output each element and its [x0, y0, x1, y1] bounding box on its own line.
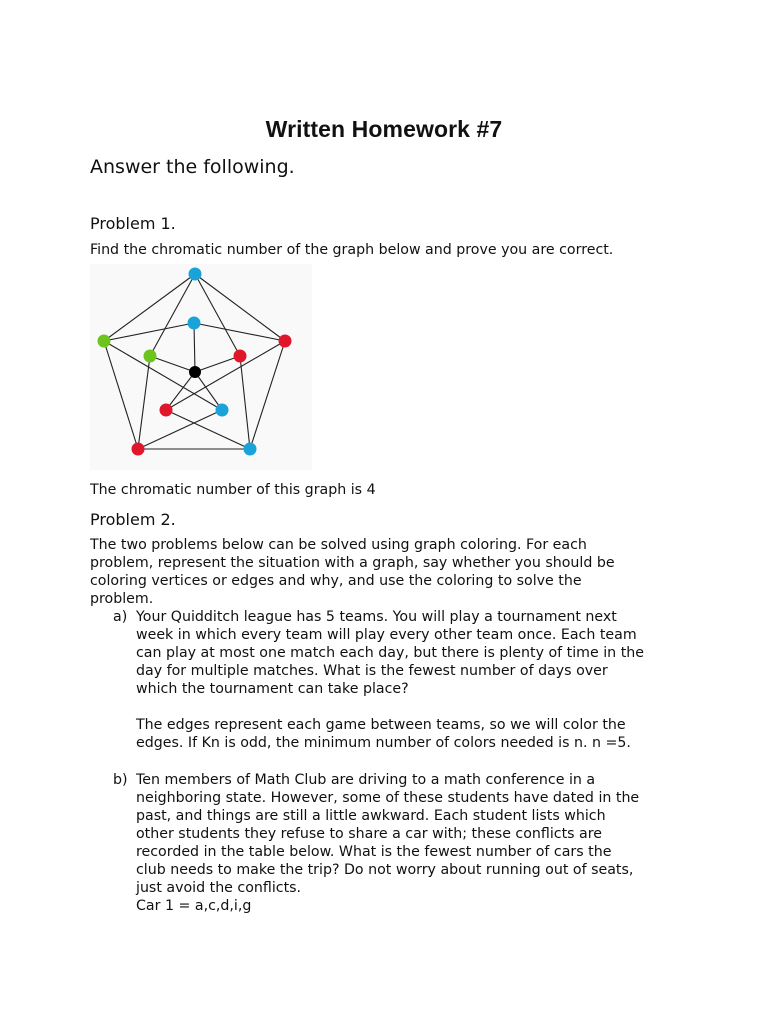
vertex-blue	[216, 404, 229, 417]
problem2-intro-line: problem, represent the situation with a graph, say whether you should be	[90, 555, 615, 571]
part-a-line: which the tournament can take place?	[136, 681, 409, 697]
edge	[138, 410, 222, 449]
vertex-blue	[189, 268, 202, 281]
part-b-line: other students they refuse to share a car with; these conflicts are	[136, 826, 602, 842]
edge	[150, 274, 195, 356]
petersen-graph	[90, 264, 312, 470]
part-b-line: just avoid the conflicts.	[136, 880, 302, 896]
problem1-answer	[90, 481, 376, 499]
edge	[104, 323, 194, 341]
problem1-prompt	[90, 241, 613, 259]
edge	[194, 323, 285, 341]
problem1-heading: Problem 1.	[90, 214, 176, 233]
problem2-intro-line: coloring vertices or edges and why, and use the coloring to solve the	[90, 573, 582, 589]
problem2-intro-line: problem.	[90, 591, 154, 607]
vertex-red	[234, 350, 247, 363]
edge	[194, 323, 195, 372]
vertex-red	[160, 404, 173, 417]
vertex-red	[132, 443, 145, 456]
part-b-answer-line: Car 1 = a,c,d,i,g	[136, 898, 252, 914]
problem2-intro-line: The two problems below can be solved using graph coloring. For each	[90, 537, 587, 553]
graph-figure	[90, 264, 312, 470]
problem2-intro	[90, 536, 615, 608]
edge	[104, 341, 138, 449]
vertex-blue	[188, 317, 201, 330]
document-subtitle: Answer the following.	[90, 156, 295, 178]
part-a-answer-line: The edges represent each game between teams, so we will color the	[136, 717, 626, 733]
part-b-body	[136, 771, 639, 915]
edge	[195, 274, 285, 341]
part-a-line: Your Quidditch league has 5 teams. You will play a tournament next	[136, 609, 617, 625]
edge	[166, 372, 195, 410]
edge	[250, 341, 285, 449]
problem1-prompt-text: Find the chromatic number of the graph below and prove you are correct.	[90, 242, 614, 258]
edge	[195, 274, 240, 356]
problem1-answer-text: The chromatic number of this graph is 4	[90, 482, 376, 498]
edge	[104, 341, 222, 410]
part-a-body	[136, 608, 644, 752]
part-b-label: b)	[113, 772, 128, 788]
part-a-line: day for multiple matches. What is the fewest number of days over	[136, 663, 608, 679]
part-b-line: Ten members of Math Club are driving to a math conference in a	[136, 772, 596, 788]
vertex-red	[279, 335, 292, 348]
part-b-line: recorded in the table below. What is the fewest number of cars the	[136, 844, 612, 860]
part-a-label: a)	[113, 609, 128, 625]
edge	[195, 356, 240, 372]
part-b-line: club needs to make the trip? Do not worry about running out of seats,	[136, 862, 634, 878]
vertex-green	[98, 335, 111, 348]
edge	[166, 410, 250, 449]
vertex-green	[144, 350, 157, 363]
part-a-line: week in which every team will play every other team once. Each team	[136, 627, 637, 643]
edge	[104, 274, 195, 341]
edge	[240, 356, 250, 449]
edge	[150, 356, 195, 372]
vertex-blue	[244, 443, 257, 456]
part-b-line: neighboring state. However, some of these students have dated in the	[136, 790, 640, 806]
edge	[166, 341, 285, 410]
vertex-black	[189, 366, 201, 378]
part-a-line: can play at most one match each day, but there is plenty of time in the	[136, 645, 644, 661]
problem2-heading: Problem 2.	[90, 510, 176, 529]
graph-edges	[104, 274, 285, 449]
part-a-answer-line: edges. If Kn is odd, the minimum number of colors needed is n. n =5.	[136, 735, 631, 751]
part-b-line: past, and things are still a little awkward. Each student lists which	[136, 808, 606, 824]
document-title: Written Homework #7	[265, 116, 503, 142]
edge	[138, 356, 150, 449]
